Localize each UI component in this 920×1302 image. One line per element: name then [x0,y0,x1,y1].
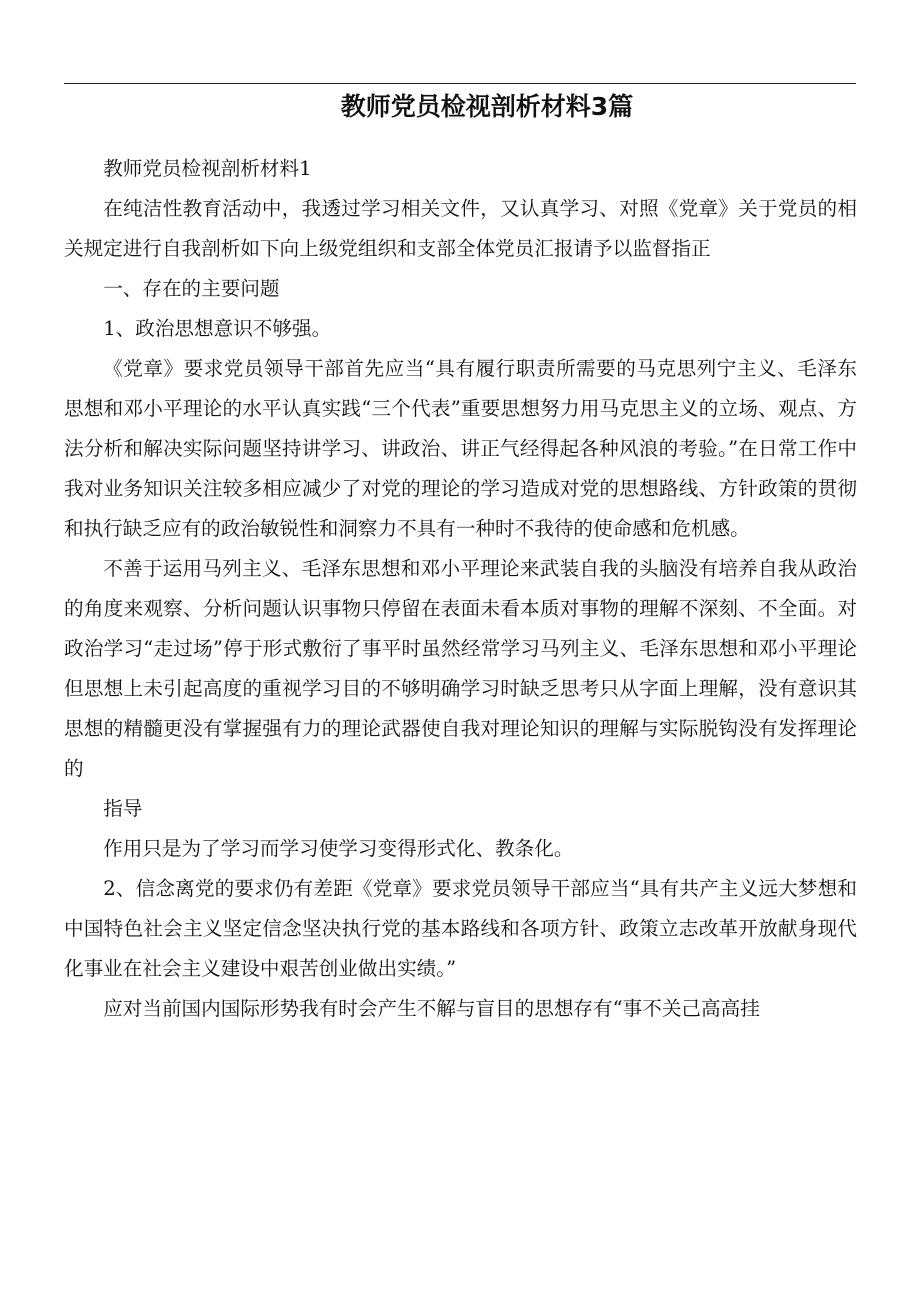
paragraph: 在纯洁性教育活动中，我透过学习相关文件，又认真学习、对照《党章》关于党员的相关规定进行自我剖析如下向上级党组织和支部全体党员汇报请予以监督指正 [64,197,857,260]
paragraph: 2、信念离党的要求仍有差距《党章》要求党员领导干部应当“具有共产主义远大梦想和中国特色社会主义坚定信念坚决执行党的基本路线和各项方针、政策立志改革开放献身现代化事业在社会主义建设中艰苦创业做出实绩。” [64,877,857,980]
header-rule [64,83,856,84]
paragraph: 《党章》要求党员领导干部首先应当“具有履行职责所需要的马克思列宁主义、毛泽东思想和邓小平理论的水平认真实践“三个代表”重要思想努力用马克思主义的立场、观点、方法分析和解决实际问题坚持讲学习、讲政治、讲正气经得起各种风浪的考验。”在日常工作中我对业务知识关注较多相应减少了对党的理论的学习造成对党的思想路线、方针政策的贯彻和执行缺乏应有的政治敏锐性和洞察力不具有一种时不我待的使命感和危机感。 [64,357,857,540]
subsection-heading: 一、存在的主要问题 [103,277,280,300]
subsection-heading: 1、政治思想意识不够强。 [103,317,332,340]
paragraph: 应对当前国内国际形势我有时会产生不解与盲目的思想存有“事不关己高高挂 [103,997,760,1020]
paragraph: 作用只是为了学习而学习使学习变得形式化、教条化。 [103,837,574,860]
paragraph: 指导 [103,797,143,820]
section-heading: 教师党员检视剖析材料1 [103,157,312,180]
document-title: 教师党员检视剖析材料3篇 [340,92,634,121]
document-body [64,149,857,1029]
paragraph: 不善于运用马列主义、毛泽东思想和邓小平理论来武装自我的头脑没有培养自我从政治的角度来观察、分析问题认识事物只停留在表面未看本质对事物的理解不深刻、不全面。对政治学习“走过场”停于形式敷衍了事平时虽然经常学习马列主义、毛泽东思想和邓小平理论但思想上未引起高度的重视学习目的不够明确学习时缺乏思考只从字面上理解，没有意识其思想的精髓更没有掌握强有力的理论武器使自我对理论知识的理解与实际脱钩没有发挥理论的 [64,557,857,780]
